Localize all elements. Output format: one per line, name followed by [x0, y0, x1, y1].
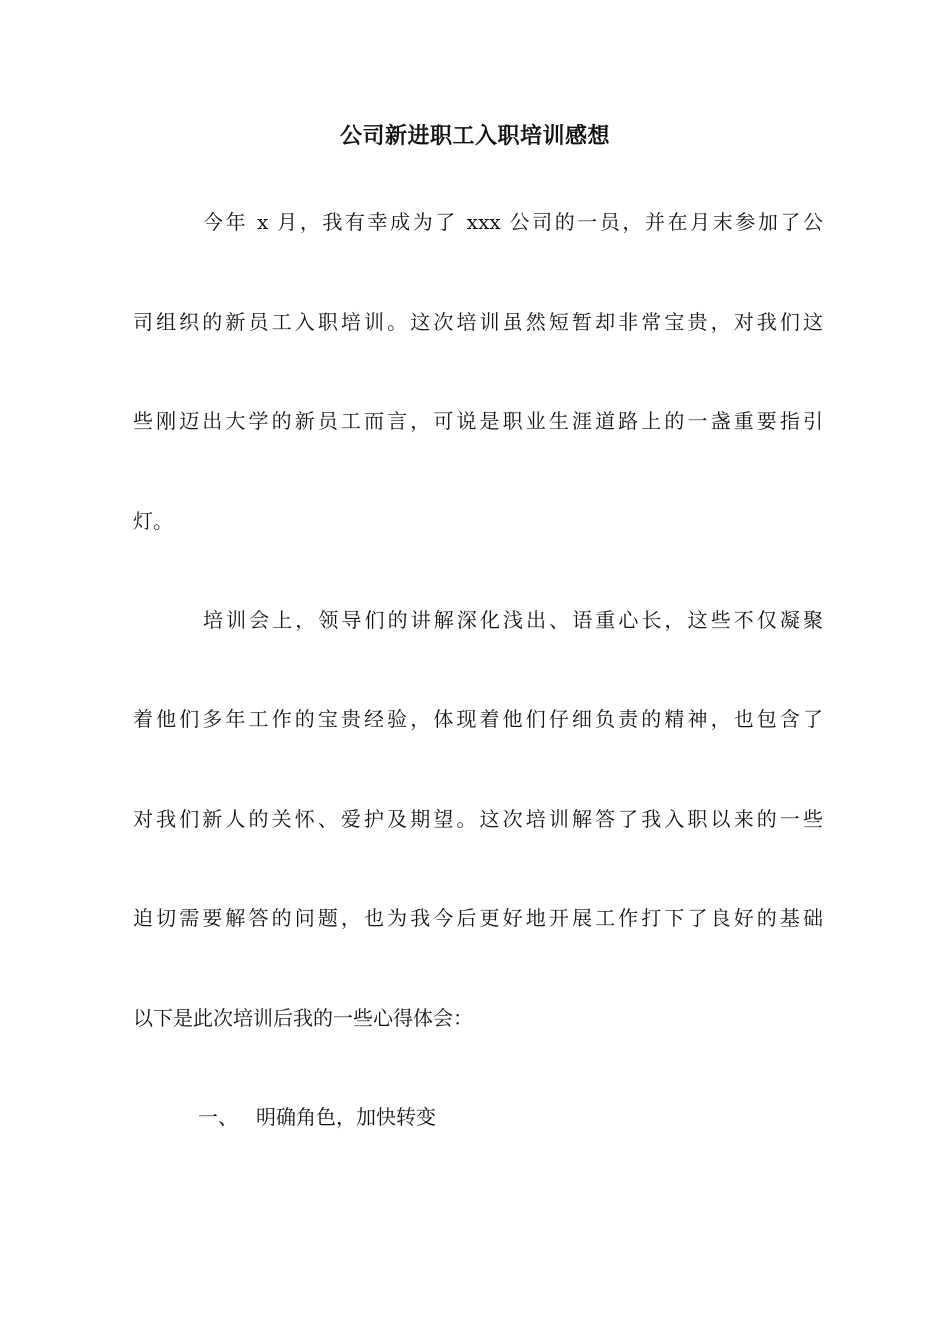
section-heading-text: 明确角色，加快转变 [256, 1105, 436, 1129]
section-number: 一、 [198, 1105, 238, 1129]
paragraph-line: 些刚迈出大学的新员工而言，可说是职业生涯道路上的一盏重要指引 [133, 409, 823, 433]
paragraph-line: 灯。 [133, 509, 173, 533]
paragraph-line: 着他们多年工作的宝贵经验，体现着他们仔细负责的精神，也包含了 [133, 707, 823, 731]
document-title: 公司新进职工入职培训感想 [339, 124, 610, 149]
paragraph-line: 司组织的新员工入职培训。这次培训虽然短暂却非常宝贵，对我们这 [133, 310, 823, 334]
section-heading [198, 1102, 436, 1132]
paragraph-line: 培训会上，领导们的讲解深化浅出、语重心长，这些不仅凝聚 [203, 608, 823, 632]
paragraph-line: 今年 x 月，我有幸成为了 xxx 公司的一员，并在月末参加了公 [203, 210, 823, 234]
paragraph-line: 以下是此次培训后我的一些心得体会： [133, 1006, 473, 1030]
paragraph-line: 对我们新人的关怀、爱护及期望。这次培训解答了我入职以来的一些 [133, 807, 823, 831]
paragraph-line: 迫切需要解答的问题，也为我今后更好地开展工作打下了良好的基础 [133, 906, 823, 930]
